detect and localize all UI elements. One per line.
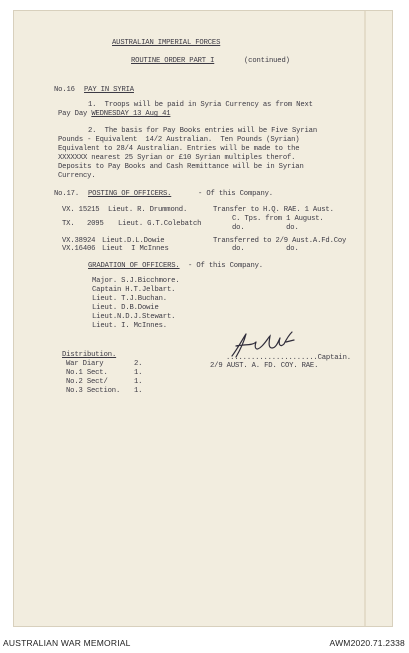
officer-id: VX.38924 — [62, 237, 96, 245]
document-subtitle: ROUTINE ORDER PART I — [131, 57, 215, 65]
distribution-count: 1. — [134, 369, 143, 377]
document-title: AUSTRALIAN IMPERIAL FORCES — [112, 39, 221, 47]
officer-note: do. do. — [232, 224, 299, 232]
gradation-suffix: - Of this Company. — [188, 262, 263, 270]
section-17-suffix: - Of this Company. — [198, 190, 273, 198]
officer-name: Lieut I McInnes — [102, 245, 169, 253]
signature-line: ......................Captain. — [226, 354, 351, 362]
section-16-para1-line2: Pay Day WEDNESDAY 13 Aug 41 — [58, 110, 171, 118]
section-16-para1-line1: 1. Troops will be paid in Syria Currency as from Next — [88, 101, 313, 109]
section-16-number: No.16 — [54, 86, 75, 94]
section-17-heading: POSTING OF OFFICERS. — [88, 190, 172, 198]
distribution-label: No.3 Section. — [66, 387, 121, 395]
officer-id: TX. 2095 — [62, 220, 104, 228]
distribution-label: No.2 Sect/ — [66, 378, 108, 386]
section-16-heading: PAY IN SYRIA — [84, 86, 134, 94]
distribution-heading: Distribution. — [62, 351, 117, 359]
section-16-para2-line: 2. The basis for Pay Books entries will be Five Syrian — [88, 127, 317, 135]
officer-name: Lieut. R. Drummond. — [108, 206, 188, 214]
officer-id: VX. 15215 — [62, 206, 100, 214]
officer-note: Transferred to 2/9 Aust.A.Fd.Coy — [213, 237, 347, 245]
distribution-count: 2. — [134, 360, 143, 368]
distribution-count: 1. — [134, 387, 143, 395]
gradation-item: Lieut. D.B.Dowie — [92, 304, 159, 312]
distribution-label: War Diary — [66, 360, 104, 368]
signature-unit: 2/9 AUST. A. FD. COY. RAE. — [210, 362, 319, 370]
section-17-number: No.17. — [54, 190, 79, 198]
gradation-heading: GRADATION OF OFFICERS. — [88, 262, 180, 270]
section-16-para2-line: Equivalent to 28/4 Australian. Entries will be made to the — [58, 145, 300, 153]
footer-source: AUSTRALIAN WAR MEMORIAL — [3, 638, 131, 648]
section-16-para2-line: XXXXXXX nearest 25 Syrian or £10 Syrian multiples therof. — [58, 154, 296, 162]
section-16-para2-line: Pounds - Equivalent 14/2 Australian. Ten Pounds (Syrian) — [58, 136, 300, 144]
gradation-item: Major. S.J.Bicchmore. — [92, 277, 180, 285]
gradation-item: Lieut. T.J.Buchan. — [92, 295, 167, 303]
officer-note: Transfer to H.Q. RAE. 1 Aust. — [213, 206, 334, 214]
document-subtitle-continued: (continued) — [244, 57, 290, 65]
paper-fold — [364, 11, 366, 626]
distribution-label: No.1 Sect. — [66, 369, 108, 377]
pay-day-date: WEDNESDAY 13 Aug 41 — [91, 110, 171, 118]
gradation-item: Captain H.T.Jelbart. — [92, 286, 176, 294]
gradation-item: Lieut. I. McInnes. — [92, 322, 167, 330]
officer-note: do. do. — [232, 245, 299, 253]
distribution-count: 1. — [134, 378, 143, 386]
section-16-para2-line: Deposits to Pay Books and Cash Remittance will be in Syrian — [58, 163, 304, 171]
footer-accession-number: AWM2020.71.2338 — [329, 638, 405, 648]
officer-name: Lieut.D.L.Dowie — [102, 237, 165, 245]
gradation-item: Lieut.N.D.J.Stewart. — [92, 313, 176, 321]
officer-id: VX.16406 — [62, 245, 96, 253]
officer-name: Lieut. G.T.Colebatch — [118, 220, 202, 228]
section-16-para2-line: Currency. — [58, 172, 96, 180]
officer-note: C. Tps. from 1 August. — [232, 215, 324, 223]
